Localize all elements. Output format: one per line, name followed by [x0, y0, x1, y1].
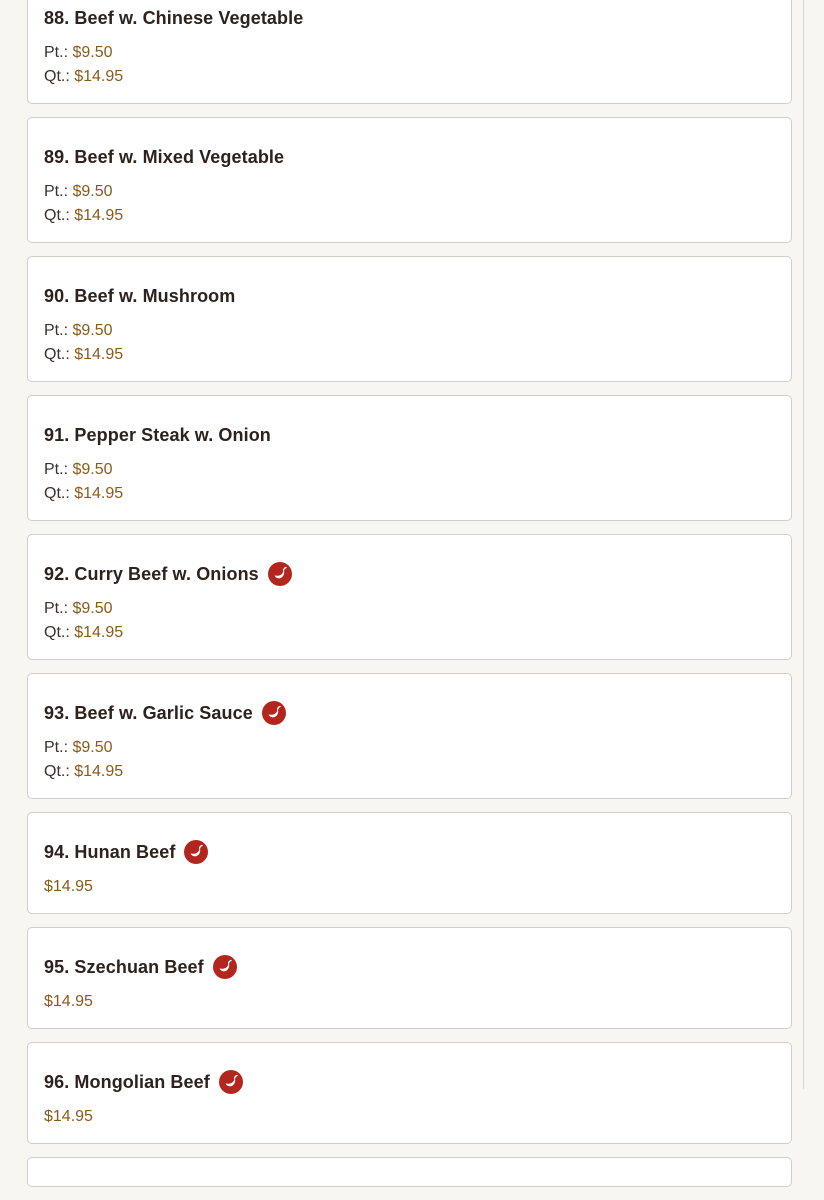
menu-item-title: 95. Szechuan Beef — [44, 956, 204, 977]
price-amount: $14.95 — [74, 346, 124, 363]
price-line-quart — [44, 621, 775, 645]
price-amount: $14.95 — [74, 68, 124, 85]
price-line-pint — [44, 458, 775, 482]
menu-item-title-row — [44, 1067, 775, 1097]
menu-item-title: 90. Beef w. Mushroom — [44, 285, 236, 306]
menu-item-title-row — [44, 3, 775, 33]
price-line-quart — [44, 65, 775, 89]
price-amount: $9.50 — [72, 44, 113, 61]
price-amount: $9.50 — [72, 183, 113, 200]
menu-item-title: 89. Beef w. Mixed Vegetable — [44, 146, 285, 167]
menu-item-card[interactable] — [27, 812, 792, 914]
price-amount: $14.95 — [74, 485, 124, 502]
price-label: Qt.: — [44, 207, 70, 224]
chili-pepper-icon — [219, 1070, 243, 1094]
menu-item-title-row — [44, 698, 775, 728]
menu-item-title: 88. Beef w. Chinese Vegetable — [44, 7, 304, 28]
price-label: Qt.: — [44, 624, 70, 641]
menu-item-card[interactable] — [27, 117, 792, 243]
menu-item-title-row — [44, 281, 775, 311]
price-line-pint — [44, 736, 775, 760]
menu-item-price: $14.95 — [44, 878, 93, 895]
price-label: Qt.: — [44, 346, 70, 363]
price-line-pint — [44, 597, 775, 621]
menu-item-title-row — [44, 420, 775, 450]
menu-item-card[interactable] — [27, 1042, 792, 1144]
price-line-pint — [44, 180, 775, 204]
price-line-pint — [44, 41, 775, 65]
price-line-quart — [44, 343, 775, 367]
price-label: Pt.: — [44, 322, 69, 339]
menu-item-title-row — [44, 837, 775, 867]
menu-item-card[interactable] — [27, 395, 792, 521]
menu-item-card[interactable] — [27, 927, 792, 1029]
price-label: Qt.: — [44, 68, 70, 85]
price-amount: $9.50 — [72, 739, 113, 756]
menu-item-price: $14.95 — [44, 993, 93, 1010]
menu-item-card[interactable] — [27, 0, 792, 104]
menu-item-list — [27, 0, 792, 1200]
price-label: Pt.: — [44, 44, 69, 61]
menu-item-title-row — [44, 142, 775, 172]
menu-item-card[interactable] — [27, 673, 792, 799]
price-amount: $14.95 — [74, 624, 124, 641]
price-amount: $9.50 — [72, 322, 113, 339]
price-label: Pt.: — [44, 600, 69, 617]
chili-pepper-icon — [184, 840, 208, 864]
menu-item-title-row — [44, 952, 775, 982]
chili-pepper-icon — [268, 562, 292, 586]
menu-item-card[interactable] — [27, 1157, 792, 1187]
price-line-pint — [44, 319, 775, 343]
menu-item-title-row — [44, 559, 775, 589]
chili-pepper-icon — [262, 701, 286, 725]
price-amount: $14.95 — [74, 763, 124, 780]
menu-item-title: 94. Hunan Beef — [44, 841, 176, 862]
price-amount: $9.50 — [72, 600, 113, 617]
price-label: Pt.: — [44, 183, 69, 200]
menu-item-title: 93. Beef w. Garlic Sauce — [44, 702, 253, 723]
price-label: Pt.: — [44, 739, 69, 756]
chili-pepper-icon — [213, 955, 237, 979]
menu-item-card[interactable] — [27, 534, 792, 660]
menu-item-card[interactable] — [27, 256, 792, 382]
price-label: Qt.: — [44, 485, 70, 502]
price-label: Pt.: — [44, 461, 69, 478]
page-scroll-edge — [803, 0, 804, 1089]
price-label: Qt.: — [44, 763, 70, 780]
price-line-quart — [44, 760, 775, 784]
price-line-quart — [44, 482, 775, 506]
price-amount: $14.95 — [74, 207, 124, 224]
price-amount: $9.50 — [72, 461, 113, 478]
menu-item-title: 96. Mongolian Beef — [44, 1071, 210, 1092]
price-line-quart — [44, 204, 775, 228]
menu-item-title: 92. Curry Beef w. Onions — [44, 563, 259, 584]
menu-item-title: 91. Pepper Steak w. Onion — [44, 424, 271, 445]
menu-item-price: $14.95 — [44, 1108, 93, 1125]
